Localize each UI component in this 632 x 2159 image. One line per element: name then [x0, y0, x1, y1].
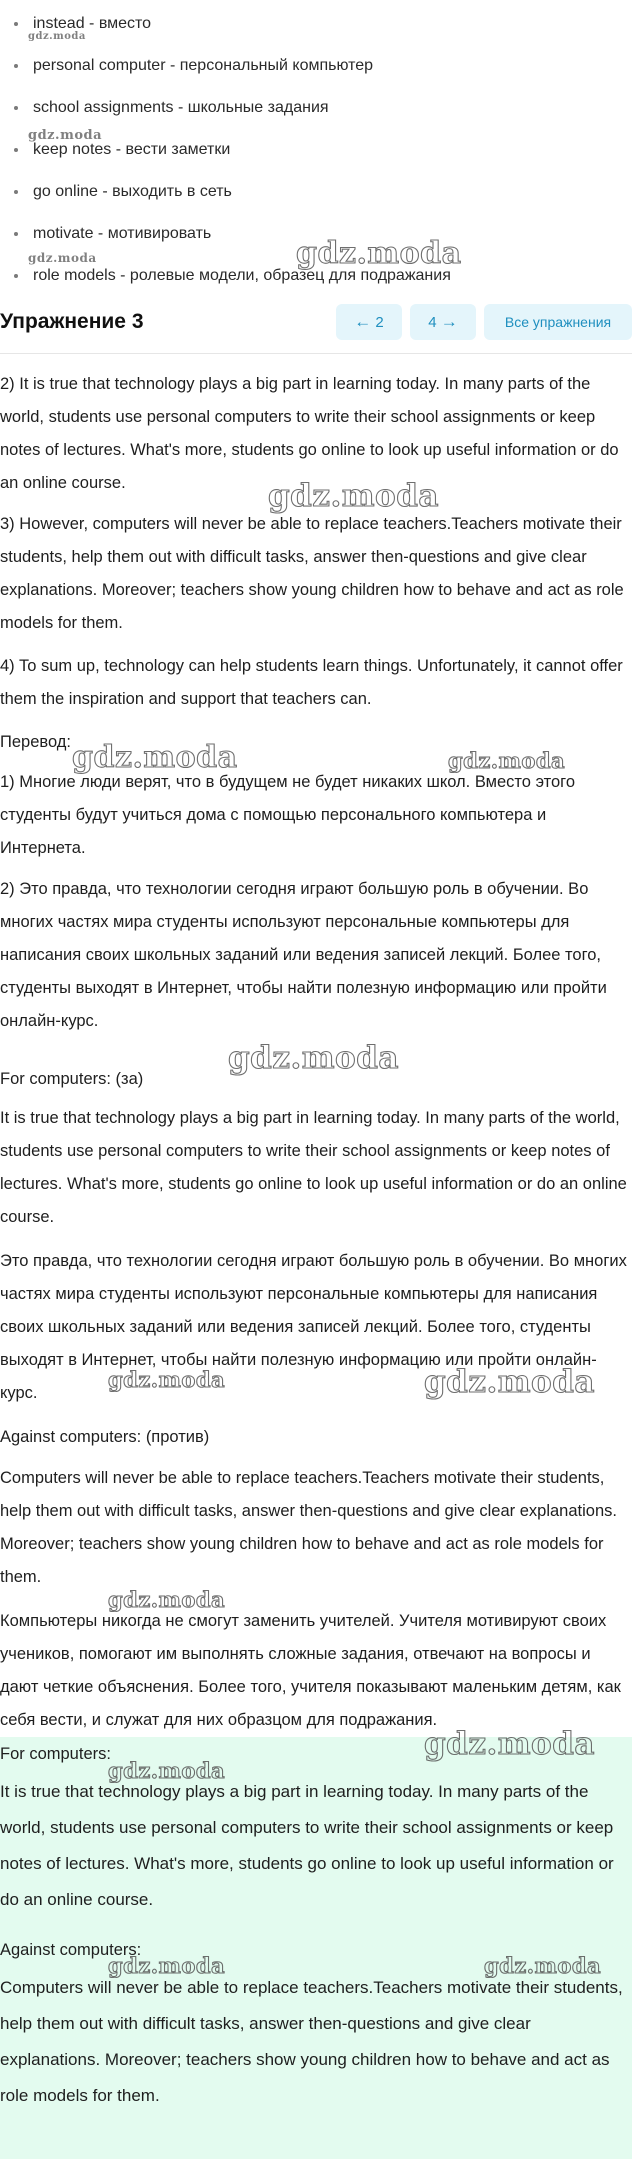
for-computers-ru: Это правда, что технологии сегодня играют большую роль в обучении. Во многих частях мира студенты используют персональные компьютеры для написания своих школьных заданий или ведения записей лекций. Более того, студенты выходят в Интернет, чтобы найти полезную информацию или пройти онлайн-курс. [0, 1252, 627, 1402]
answer-for-label: For computers: [0, 1745, 111, 1763]
watermark: gdz.moda [108, 1587, 226, 1612]
paragraph-2: 2) It is true that technology plays a big part in learning today. In many parts of the world, students use personal computers to write their school assignments or keep notes of lectures. What's more, students go online to look up useful information or do an online course. [0, 375, 619, 492]
bullet-icon [14, 148, 18, 152]
next-exercise-button[interactable] [410, 304, 476, 340]
watermark: gdz.moda [228, 1040, 399, 1076]
watermark: gdz.moda [72, 740, 238, 775]
previous-exercise-button[interactable] [336, 304, 402, 340]
vocab-text: personal computer - персональный компьютер [33, 57, 374, 74]
answer-block [0, 1737, 632, 2159]
watermark: gdz.moda [296, 236, 462, 271]
answer-for-text: It is true that technology plays a big part in learning today. In many parts of the world, students use personal computers to write their school assignments or keep notes of lectures. What's more, students go online to look up useful information or do an online course. [0, 1782, 614, 1909]
translation-paragraph-2: 2) Это правда, что технологии сегодня играют большую роль в обучении. Во многих частях мира студенты используют персональные компьютеры для написания своих школьных заданий или ведения записей лекций. Более того, студенты выходят в Интернет, чтобы найти полезную информацию или пройти онлайн-курс. [0, 880, 607, 1030]
exercise-header [0, 304, 632, 342]
watermark: gdz.moda [28, 128, 103, 143]
next-exercise-label: 4 [428, 314, 437, 331]
bullet-icon [14, 64, 18, 68]
previous-exercise-label: 2 [375, 314, 384, 331]
paragraph-3: 3) However, computers will never be able to replace teachers.Teachers motivate their students, help them out with difficult tasks, answer then-questions and give clear explanations. Moreover; teachers show young children how to behave and act as role models for them. [0, 515, 624, 632]
vocab-text: role models - ролевые модели, образец для подражания [33, 267, 451, 284]
vocab-text: keep notes - вести заметки [33, 141, 231, 158]
answer-against-label: Against computers: [0, 1941, 142, 1959]
watermark: gdz.moda [108, 1367, 226, 1392]
against-computers-en: Computers will never be able to replace teachers.Teachers motivate their students, help them out with difficult tasks, answer then-questions and give clear explanations. Moreover; teachers show young children how to behave and act as role models for them. [0, 1469, 617, 1586]
vocab-text: school assignments - школьные задания [33, 99, 329, 116]
watermark: gdz.moda [448, 748, 566, 773]
watermark: gdz.moda [28, 31, 86, 42]
translation-paragraph-1: 1) Многие люди верят, что в будущем не будет никаких школ. Вместо этого студенты будут учиться дома с помощью персонального компьютера и Интернета. [0, 773, 576, 857]
watermark: gdz.moda [28, 251, 97, 265]
vocab-text: motivate - мотивировать [33, 225, 212, 242]
vocab-text: go online - выходить в сеть [33, 183, 232, 200]
arrow-right-icon: → [440, 312, 458, 331]
paragraph-4: 4) To sum up, technology can help students learn things. Unfortunately, it cannot offer them the inspiration and support that teachers can. [0, 657, 623, 708]
arrow-left-icon: ← [354, 312, 372, 331]
answer-against-text: Computers will never be able to replace teachers.Teachers motivate their students, help them out with difficult tasks, answer then-questions and give clear explanations. Moreover; teachers show young children how to behave and act as role models for them. [0, 1978, 623, 2105]
bullet-icon [14, 22, 18, 26]
watermark: gdz.moda [268, 478, 439, 514]
for-computers-en: It is true that technology plays a big part in learning today. In many parts of the world, students use personal computers to write their school assignments or keep notes of lectures. What's more, students go online to look up useful information or do an online course. [0, 1109, 627, 1226]
bullet-icon [14, 190, 18, 194]
translation-label: Перевод: [0, 733, 71, 751]
bullet-icon [14, 232, 18, 236]
all-exercises-button[interactable]: Все упражнения [484, 304, 632, 340]
vocab-text: instead - вместо [33, 15, 152, 32]
for-computers-label: For computers: (за) [0, 1070, 144, 1088]
exercise-title: Упражнение 3 [0, 310, 144, 333]
divider [0, 353, 632, 354]
bullet-icon [14, 274, 18, 278]
against-computers-ru: Компьютеры никогда не смогут заменить учителей. Учителя мотивируют своих учеников, помогают им выполнять сложные задания, отвечают на вопросы и дают четкие объяснения. Более того, учителя показывают маленьким детям, как себя вести, и служат для них образцом для подражания. [0, 1612, 621, 1729]
bullet-icon [14, 106, 18, 110]
watermark: gdz.moda [424, 1364, 595, 1400]
against-computers-label: Against computers: (против) [0, 1428, 210, 1446]
